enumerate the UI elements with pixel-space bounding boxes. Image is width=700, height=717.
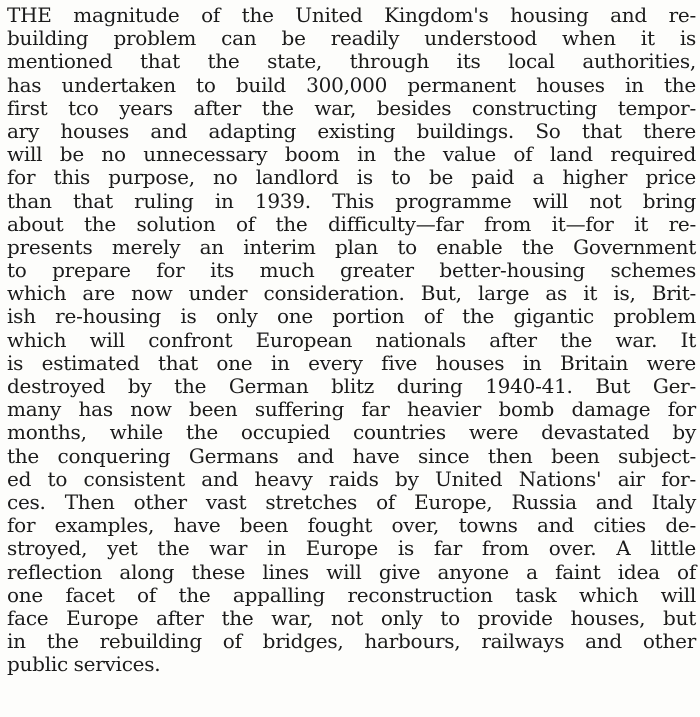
article-line: face Europe after the war, not only to provide houses, but bbox=[7, 605, 696, 630]
article-line: is estimated that one in every five houses in Britain were bbox=[7, 350, 696, 375]
article-line: many has now been suffering far heavier bomb damage for bbox=[7, 397, 696, 422]
article-line: one facet of the appalling reconstruction task which will bbox=[7, 582, 696, 607]
article-body bbox=[7, 4, 696, 676]
article-line: public services. bbox=[7, 652, 161, 677]
article-line: will be no unnecessary boom in the value of land required bbox=[7, 142, 696, 167]
article-line: building problem can be readily understood when it is bbox=[7, 26, 696, 51]
article-line: to prepare for its much greater better-housing schemes bbox=[7, 258, 696, 283]
article-line: the conquering Germans and have since then been subject- bbox=[7, 443, 696, 468]
article-line: reflection along these lines will give anyone a faint idea of bbox=[7, 559, 696, 584]
article-line: ish re-housing is only one portion of the gigantic problem bbox=[7, 304, 696, 329]
article-line: ces. Then other vast stretches of Europe, Russia and Italy bbox=[7, 489, 696, 514]
article-line: THE magnitude of the United Kingdom's housing and re- bbox=[7, 3, 696, 27]
article-line: stroyed, yet the war in Europe is far from over. A little bbox=[7, 536, 696, 561]
article-line: for this purpose, no landlord is to be paid a higher price bbox=[7, 165, 696, 190]
article-line: which are now under consideration. But, large as it is, Brit- bbox=[7, 281, 696, 306]
article-line: destroyed by the German blitz during 1940-41. But Ger- bbox=[7, 374, 696, 398]
article-line: months, while the occupied countries were devastated by bbox=[7, 420, 696, 445]
article-line: about the solution of the difficulty—far from it—for it re- bbox=[7, 211, 696, 236]
article-line: which will confront European nationals after the war. It bbox=[7, 327, 696, 352]
article-line: for examples, have been fought over, towns and cities de- bbox=[7, 513, 696, 538]
article-line: first tco years after the war, besides constructing tempor- bbox=[7, 95, 696, 120]
article-line: mentioned that the state, through its local authorities, bbox=[7, 49, 696, 74]
article-line: ed to consistent and heavy raids by United Nations' air for- bbox=[7, 466, 696, 491]
article-line: than that ruling in 1939. This programme will not bring bbox=[7, 188, 696, 213]
article-line: in the rebuilding of bridges, harbours, railways and other bbox=[7, 629, 696, 654]
article-line: has undertaken to build 300,000 permanent houses in the bbox=[7, 72, 696, 97]
article-line: presents merely an interim plan to enable the Government bbox=[7, 234, 696, 259]
article-line: ary houses and adapting existing buildings. So that there bbox=[7, 118, 696, 143]
